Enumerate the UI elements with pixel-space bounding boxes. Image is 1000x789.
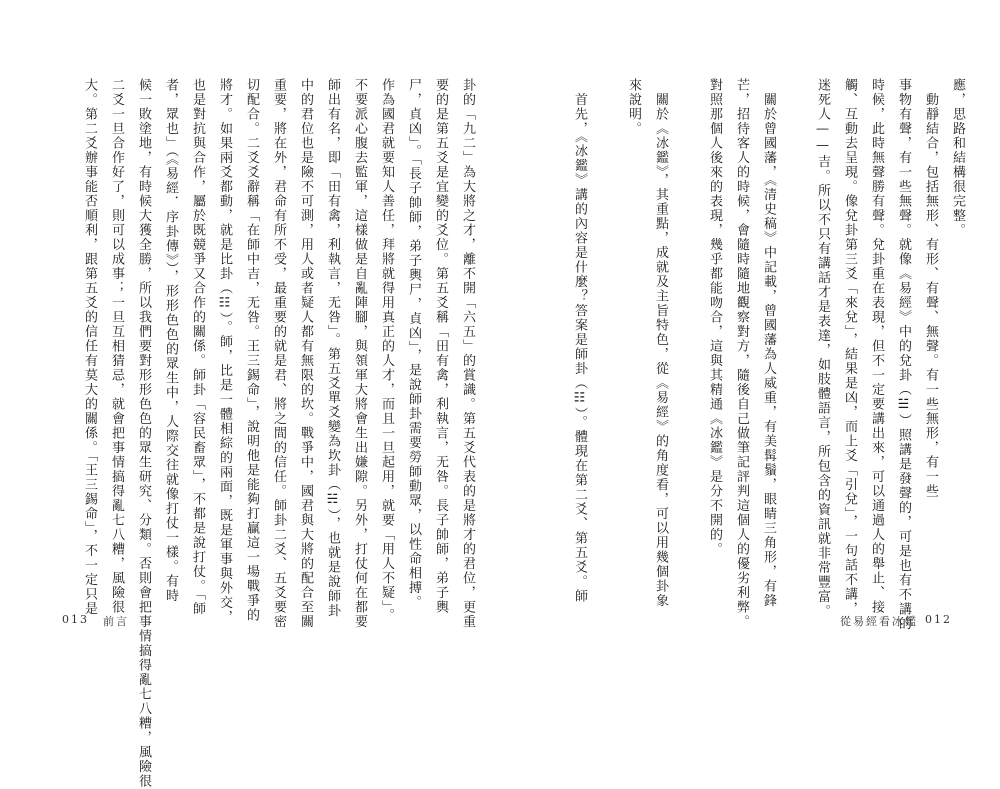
text-column: 者，眾也」（《易經．序卦傳》），形形色色的眾生中，人際交往就像打仗一樣。有時 [163, 78, 178, 603]
page-number: 012 [925, 613, 952, 626]
text-column: 二爻一旦合作好了，則可以成事；一旦互相猜忌，就會把事情搞得亂七八糟，風險很 [109, 78, 124, 615]
text-column: 不要派心腹去監軍，這樣做是自亂陣腳，與領軍大將會生出嫌隙。另外，打仗何在都要 [352, 78, 367, 629]
text-column: 關於《冰鑑》，其重點，成就及主旨特色，從《易經》的角度看，可以用幾個卦象 [653, 78, 668, 608]
text-column: 也是對抗與合作，屬於既競爭又合作的關係。師卦「容民畜眾」，不都是說打仗。「師 [190, 78, 205, 616]
text-column: 來說明。 [626, 78, 641, 136]
page-number: 013 [62, 613, 89, 626]
text-column: 重要，將在外，君命有所不受，最重要的就是君、將之間的信任。師卦二爻、五爻要密 [271, 78, 286, 629]
text-column: 芒，招待客人的時候，會隨時隨地觀察對方，隨後自己做筆記評判這個人的優劣利弊。 [734, 78, 749, 629]
running-title: 從易經看冰鑑 [840, 615, 918, 628]
text-column: 作為國君就要知人善任，拜將就得用真正的人才，而且一旦起用，就要「用人不疑」。 [379, 78, 394, 623]
text-column: 對照那個人後來的表現，幾乎都能吻合，這與其精通《冰鑑》是分不開的。 [707, 78, 722, 557]
text-column: 迷死人——吉。所以不只有講話才是表達，如肢體語言，所包含的資訊就非常豐富。 [815, 78, 830, 619]
text-column: 關於曾國藩，《清史稿》中記載，曾國藩為人威重，有美髯鬚，眼睛三角形，有鋒 [761, 78, 776, 608]
text-column: 時候，此時無聲勝有聲。兌卦重在表現，但不一定要講出來，可以通過人的舉止、接 [869, 78, 884, 615]
text-column: 尸，貞凶」。「長子帥師，弟子輿尸，貞凶」，是說師卦需要勞師動眾，以性命相搏。 [406, 78, 421, 610]
text-column: 切配合。二爻爻辭稱「在師中吉，无咎。王三錫命」，說明他是能夠打贏這一場戰爭的 [244, 78, 259, 623]
text-column: 師出有名，即「田有禽，利執言，无咎」。第五爻單爻變為坎卦（☵），也就是說師卦 [325, 78, 340, 618]
text-column: 應，思路和結構很完整。 [950, 78, 965, 238]
text-column: 首先，《冰鑑》講的內容是什麼？答案是師卦（☷）。體現在第二爻、第五爻。師 [572, 78, 587, 604]
text-column: 大。第二爻辦事能否順利，跟第五爻的信任有莫大的關係。「王三錫命」，不一定只是 [82, 78, 97, 616]
running-title: 前言 [103, 615, 129, 628]
right-page [500, 0, 1000, 677]
text-column: 觸、互動去呈現。像兌卦第三爻「來兌」，結果是凶，而上爻「引兌」，一句話不講， [842, 78, 857, 616]
text-column: 卦的「九二」為大將之才，離不開「六五」的賞識。第五爻代表的是將才的君位，更重 [460, 78, 475, 629]
text-column: 中的君位也是險不可測，用人或者疑人都有無限的坎。戰爭中，國君與大將的配合至關 [298, 78, 313, 629]
text-column: 動靜結合，包括無形、有形、有聲、無聲。有一些無形，有一些 [923, 78, 938, 499]
text-column: 事物有聲，有一些無聲。就像《易經》中的兌卦（☱）照講是發聲的，可是也有不講的 [896, 78, 911, 631]
text-column: 要的是第五爻是宜變的爻位。第五爻稱「田有禽，利執言，无咎。長子帥師，弟子輿 [433, 78, 448, 615]
text-column: 將才。如果兩爻都動，就是比卦（☷）。師，比是一體相綜的兩面，既是軍事與外交， [217, 78, 232, 625]
text-column: 候一敗塗地，有時候大獲全勝，所以我們要對形形色色的眾生研究、分類。否則會把事情搞得亂七八糟，風險很 [136, 78, 151, 789]
